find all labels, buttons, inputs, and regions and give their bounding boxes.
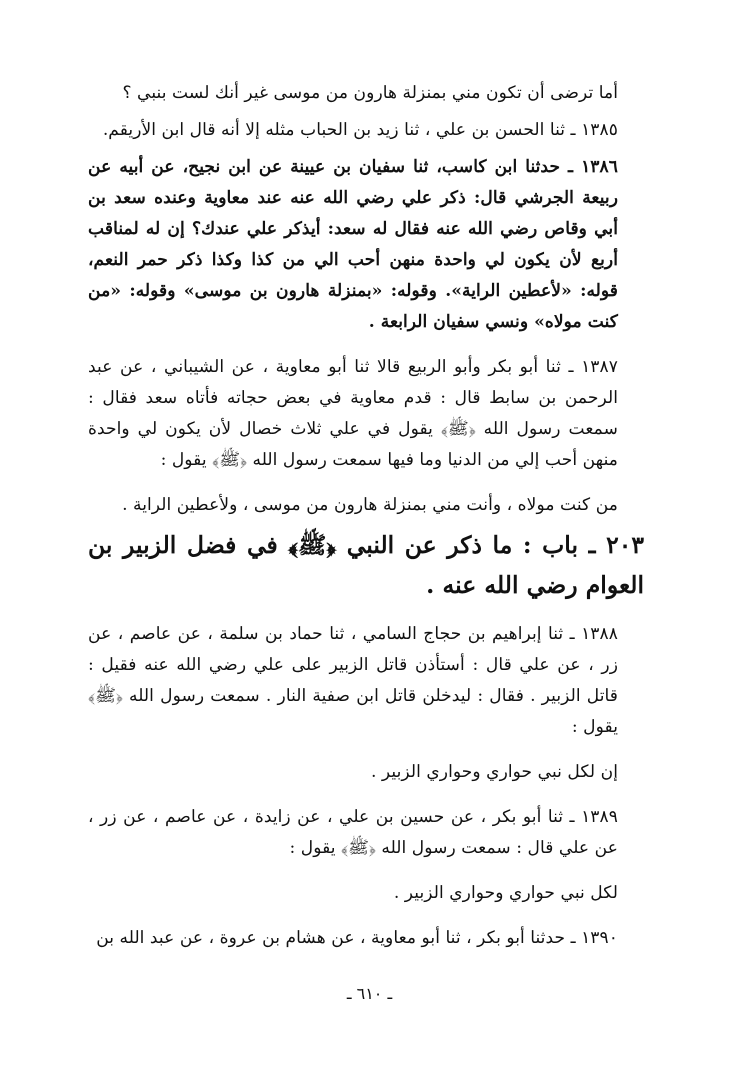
hadith-1388-quote: إن لكل نبي حواري وحواري الزبير . — [371, 762, 618, 782]
hadith-1386: ١٣٨٦ ـ حدثنا ابن كاسب، ثنا سفيان بن عيينة عن ابن نجيح، عن أبيه عن ربيعة الجرشي قال: ذكر علي رضي الله عنه عند معاوية وعنده سعد بن أبي وقاص رضي الله عنه فقال له سعد: أيذكر علي عندك؟ إن له لمناقب أربع لأن يكون لي واحدة منهن أحب الي من كذا وكذا ذكر حمر النعم، قوله: «لأعطين الراية». وقوله: «بمنزلة هارون بن موسى» وقوله: «من كنت مولاه» ونسي سفيان الرابعة . — [88, 157, 618, 332]
hadith-1389: ١٣٨٩ ـ ثنا أبو بكر ، عن حسين بن علي ، عن زايدة ، عن عاصم ، عن زر ، عن علي قال : سمعت رسول الله ﴿ﷺ﴾ يقول : — [88, 807, 618, 858]
hadith-1387-quote: من كنت مولاه ، وأنت مني بمنزلة هارون من موسى ، ولأعطين الراية . — [122, 495, 618, 515]
hadith-1384-ending: أما ترضى أن تكون مني بمنزلة هارون من موسى غير أنك لست بنبي ؟ — [122, 83, 618, 103]
hadith-1387: ١٣٨٧ ـ ثنا أبو بكر وأبو الربيع قالا ثنا أبو معاوية ، عن الشيباني ، عن عبد الرحمن بن سابط قال : قدم معاوية في بعض حجاته فأتاه سعد فقال : سمعت رسول الله ﴿ﷺ﴾ يقول في علي ثلاث خصال لأن يكون لي واحدة منهن أحب إلي من الدنيا وما فيها سمعت رسول الله ﴿ﷺ﴾ يقول : — [88, 357, 618, 470]
hadith-1389-quote: لكل نبي حواري وحواري الزبير . — [393, 883, 618, 903]
hadith-1390: ١٣٩٠ ـ حدثنا أبو بكر ، ثنا أبو معاوية ، عن هشام بن عروة ، عن عبد الله بن — [96, 928, 618, 948]
hadith-1388: ١٣٨٨ ـ ثنا إبراهيم بن حجاج السامي ، ثنا حماد بن سلمة ، عن عاصم ، عن زر ، عن علي قال : أستأذن قاتل الزبير على علي رضي الله عنه فقيل : قاتل الزبير . فقال : ليدخلن قاتل ابن صفية النار . سمعت رسول الله ﴿ﷺ﴾ يقول : — [88, 624, 618, 737]
page-number: ـ ٦١٠ ـ — [346, 984, 393, 1003]
chapter-heading: ٢٠٣ ـ باب : ما ذكر عن النبي ﴿ﷺ﴾ في فضل الزبير بن العوام رضي الله عنه . — [88, 531, 644, 599]
hadith-1385: ١٣٨٥ ـ ثنا الحسن بن علي ، ثنا زيد بن الحباب مثله إلا أنه قال ابن الأريقم. — [102, 120, 618, 140]
text-body — [88, 78, 644, 954]
